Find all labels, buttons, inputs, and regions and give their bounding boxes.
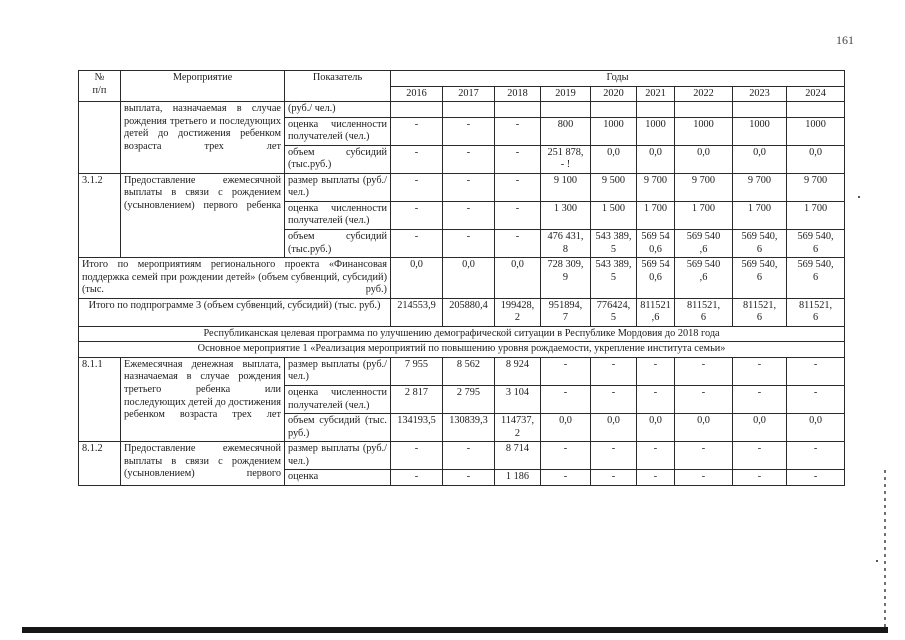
value-cell-2022: -: [675, 470, 733, 486]
value-cell-2020: 1 500: [591, 201, 637, 229]
year-header-2020: 2020: [591, 86, 637, 102]
value-cell-2018: 3 104: [495, 386, 541, 414]
value-cell-2019: 800: [541, 117, 591, 145]
value-cell-2016: 0,0: [391, 258, 443, 299]
value-cell-2017: [443, 102, 495, 118]
value-cell-2021: 0,0: [637, 414, 675, 442]
indicator-cell: оценка: [285, 470, 391, 486]
section-row: [79, 326, 845, 342]
event-cell: Предоставление ежемесячной выплаты в связи с рождением (усыновлением) первого ребенка: [121, 173, 285, 257]
value-cell-2017: 205880,4: [443, 298, 495, 326]
row-num-cell: 3.1.2: [79, 173, 121, 257]
value-cell-2024: 9 700: [787, 173, 845, 201]
value-cell-2023: 0,0: [733, 414, 787, 442]
value-cell-2023: -: [733, 357, 787, 385]
indicator-cell: размер выплаты (руб./ чел.): [285, 357, 391, 385]
value-cell-2016: -: [391, 230, 443, 258]
value-cell-2022: -: [675, 442, 733, 470]
year-header-2019: 2019: [541, 86, 591, 102]
value-cell-2018: [495, 102, 541, 118]
value-cell-2017: -: [443, 230, 495, 258]
value-cell-2016: -: [391, 117, 443, 145]
value-cell-2020: 0,0: [591, 414, 637, 442]
row-num-cell: 8.1.1: [79, 357, 121, 441]
value-cell-2017: -: [443, 145, 495, 173]
row-num-cell: 8.1.2: [79, 442, 121, 486]
value-cell-2018: -: [495, 201, 541, 229]
table-row: [79, 102, 845, 118]
value-cell-2023: 0,0: [733, 145, 787, 173]
value-cell-2022: -: [675, 357, 733, 385]
value-cell-2020: -: [591, 357, 637, 385]
value-cell-2022: 811521, 6: [675, 298, 733, 326]
value-cell-2021: -: [637, 470, 675, 486]
value-cell-2020: 1000: [591, 117, 637, 145]
value-cell-2023: 569 540, 6: [733, 258, 787, 299]
total-row-regional: [79, 258, 845, 299]
value-cell-2018: -: [495, 117, 541, 145]
table-row: [79, 173, 845, 201]
value-cell-2020: -: [591, 470, 637, 486]
value-cell-2018: 0,0: [495, 258, 541, 299]
value-cell-2023: 9 700: [733, 173, 787, 201]
value-cell-2024: 569 540, 6: [787, 230, 845, 258]
year-header-2018: 2018: [495, 86, 541, 102]
section-row: [79, 342, 845, 358]
value-cell-2016: 214553,9: [391, 298, 443, 326]
header-row: [79, 71, 845, 87]
value-cell-2016: 7 955: [391, 357, 443, 385]
value-cell-2024: 0,0: [787, 145, 845, 173]
value-cell-2022: 0,0: [675, 145, 733, 173]
value-cell-2018: 8 924: [495, 357, 541, 385]
value-cell-2024: -: [787, 386, 845, 414]
value-cell-2024: 811521, 6: [787, 298, 845, 326]
value-cell-2024: -: [787, 357, 845, 385]
value-cell-2020: 543 389, 5: [591, 230, 637, 258]
value-cell-2022: 1000: [675, 117, 733, 145]
year-header-2024: 2024: [787, 86, 845, 102]
value-cell-2018: 199428, 2: [495, 298, 541, 326]
value-cell-2016: [391, 102, 443, 118]
value-cell-2019: 728 309, 9: [541, 258, 591, 299]
value-cell-2019: 951894, 7: [541, 298, 591, 326]
value-cell-2018: -: [495, 173, 541, 201]
section-program-title: Республиканская целевая программа по улучшению демографической ситуации в Республике Мордовия до 2018 года: [79, 326, 845, 342]
value-cell-2024: [787, 102, 845, 118]
value-cell-2023: 569 540, 6: [733, 230, 787, 258]
value-cell-2018: 114737, 2: [495, 414, 541, 442]
value-cell-2024: 569 540, 6: [787, 258, 845, 299]
scan-edge-right: [884, 470, 886, 630]
value-cell-2020: -: [591, 442, 637, 470]
year-header-2017: 2017: [443, 86, 495, 102]
indicator-cell: объем субсидий (тыс.руб.): [285, 230, 391, 258]
value-cell-2023: 811521, 6: [733, 298, 787, 326]
value-cell-2019: 1 300: [541, 201, 591, 229]
value-cell-2024: -: [787, 442, 845, 470]
scan-speck: [876, 560, 878, 562]
header-num: № п/п: [79, 71, 121, 102]
header-event: Мероприятие: [121, 71, 285, 102]
value-cell-2021: -: [637, 386, 675, 414]
value-cell-2019: -: [541, 357, 591, 385]
value-cell-2016: -: [391, 470, 443, 486]
value-cell-2022: 569 540 ,6: [675, 230, 733, 258]
value-cell-2019: 476 431, 8: [541, 230, 591, 258]
value-cell-2019: 0,0: [541, 414, 591, 442]
event-cell: выплата, назначаемая в случае рождения третьего и последующих детей до достижения ребенком возраста трех лет: [121, 102, 285, 174]
value-cell-2018: 8 714: [495, 442, 541, 470]
header-indicator: Показатель: [285, 71, 391, 102]
value-cell-2021: 811521 ,6: [637, 298, 675, 326]
plan-table: [78, 70, 845, 486]
value-cell-2016: 134193,5: [391, 414, 443, 442]
scan-speck: [858, 196, 860, 198]
indicator-cell: объем субсидий (тыс.руб.): [285, 145, 391, 173]
value-cell-2022: 569 540 ,6: [675, 258, 733, 299]
value-cell-2021: 0,0: [637, 145, 675, 173]
section-main-event-title: Основное мероприятие 1 «Реализация мероприятий по повышению уровня рождаемости, укрепление института семьи»: [79, 342, 845, 358]
value-cell-2023: -: [733, 386, 787, 414]
value-cell-2017: 8 562: [443, 357, 495, 385]
scan-edge-bottom: [22, 627, 888, 633]
value-cell-2017: 0,0: [443, 258, 495, 299]
value-cell-2017: -: [443, 442, 495, 470]
value-cell-2021: 9 700: [637, 173, 675, 201]
value-cell-2018: -: [495, 145, 541, 173]
table-row: [79, 442, 845, 470]
value-cell-2020: -: [591, 386, 637, 414]
indicator-cell: размер выплаты (руб./ чел.): [285, 173, 391, 201]
value-cell-2021: 569 54 0,6: [637, 258, 675, 299]
value-cell-2023: 1 700: [733, 201, 787, 229]
value-cell-2022: [675, 102, 733, 118]
value-cell-2020: 9 500: [591, 173, 637, 201]
value-cell-2017: -: [443, 201, 495, 229]
value-cell-2019: -: [541, 470, 591, 486]
indicator-cell: оценка численности получателей (чел.): [285, 201, 391, 229]
value-cell-2024: 1000: [787, 117, 845, 145]
value-cell-2017: -: [443, 173, 495, 201]
indicator-cell: (руб./ чел.): [285, 102, 391, 118]
value-cell-2023: 1000: [733, 117, 787, 145]
value-cell-2020: [591, 102, 637, 118]
value-cell-2017: 2 795: [443, 386, 495, 414]
row-num-cell: [79, 102, 121, 174]
value-cell-2023: [733, 102, 787, 118]
year-header-2023: 2023: [733, 86, 787, 102]
value-cell-2016: -: [391, 442, 443, 470]
indicator-cell: оценка численности получателей (чел.): [285, 117, 391, 145]
value-cell-2019: [541, 102, 591, 118]
value-cell-2016: -: [391, 173, 443, 201]
value-cell-2019: 9 100: [541, 173, 591, 201]
value-cell-2017: -: [443, 117, 495, 145]
value-cell-2021: 1000: [637, 117, 675, 145]
indicator-cell: оценка численности получателей (чел.): [285, 386, 391, 414]
value-cell-2021: -: [637, 357, 675, 385]
value-cell-2019: 251 878, - !: [541, 145, 591, 173]
event-cell: Предоставление ежемесячной выплаты в связи с рождением (усыновлением) первого: [121, 442, 285, 486]
value-cell-2019: -: [541, 386, 591, 414]
indicator-cell: объем субсидий (тыс. руб.): [285, 414, 391, 442]
value-cell-2020: 776424, 5: [591, 298, 637, 326]
value-cell-2022: 0,0: [675, 414, 733, 442]
total-row-subprogram: [79, 298, 845, 326]
value-cell-2016: -: [391, 201, 443, 229]
value-cell-2023: -: [733, 442, 787, 470]
event-cell: Ежемесячная денежная выплата, назначаемая в случае рождения третьего ребенка или последующих детей до достижения ребенком возраста трех лет: [121, 357, 285, 441]
year-header-2022: 2022: [675, 86, 733, 102]
value-cell-2021: -: [637, 442, 675, 470]
total-label: Итого по подпрограмме 3 (объем субвенций, субсидий) (тыс. руб.): [79, 298, 391, 326]
value-cell-2024: 0,0: [787, 414, 845, 442]
value-cell-2016: 2 817: [391, 386, 443, 414]
value-cell-2020: 543 389, 5: [591, 258, 637, 299]
value-cell-2024: -: [787, 470, 845, 486]
value-cell-2023: -: [733, 470, 787, 486]
value-cell-2019: -: [541, 442, 591, 470]
indicator-cell: размер выплаты (руб./ чел.): [285, 442, 391, 470]
value-cell-2022: 1 700: [675, 201, 733, 229]
value-cell-2018: 1 186: [495, 470, 541, 486]
value-cell-2024: 1 700: [787, 201, 845, 229]
header-years: Годы: [391, 71, 845, 87]
page-number: 161: [836, 33, 854, 47]
year-header-2016: 2016: [391, 86, 443, 102]
value-cell-2021: [637, 102, 675, 118]
value-cell-2021: 1 700: [637, 201, 675, 229]
table-row: [79, 357, 845, 385]
total-label: Итого по мероприятиям регионального проекта «Финансовая поддержка семей при рождении детей» (объем субвенций, субсидий) (тыс. руб.): [79, 258, 391, 299]
value-cell-2016: -: [391, 145, 443, 173]
value-cell-2022: -: [675, 386, 733, 414]
value-cell-2018: -: [495, 230, 541, 258]
value-cell-2022: 9 700: [675, 173, 733, 201]
value-cell-2017: 130839,3: [443, 414, 495, 442]
value-cell-2021: 569 54 0,6: [637, 230, 675, 258]
value-cell-2020: 0,0: [591, 145, 637, 173]
value-cell-2017: -: [443, 470, 495, 486]
year-header-2021: 2021: [637, 86, 675, 102]
